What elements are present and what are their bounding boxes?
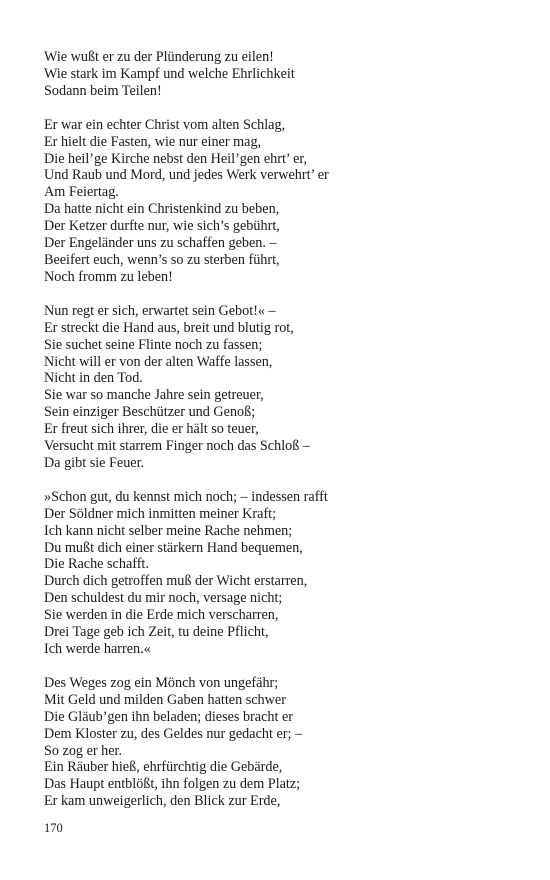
poem-line: Am Feiertag. [44, 184, 119, 201]
poem-line: Der Söldner mich inmitten meiner Kraft; [44, 505, 277, 522]
stanza [44, 117, 514, 286]
poem-line: Der Ketzer durfte nur, wie sich’s gebührt, [44, 218, 280, 235]
poem-body [44, 49, 514, 827]
poem-line: Wie stark im Kampf und welche Ehrlichkeit [44, 65, 295, 82]
poem-line: Da hatte nicht ein Christenkind zu beben, [44, 201, 280, 218]
poem-line: Dem Kloster zu, des Geldes nur gedacht er; – [44, 725, 303, 742]
page-number: 170 [44, 821, 63, 835]
poem-line: Ein Räuber hieß, ehrfürchtig die Gebärde, [44, 759, 283, 776]
stanza [44, 49, 514, 100]
poem-line: Sie werden in die Erde mich verscharren, [44, 607, 279, 624]
poem-line: Er freut sich ihrer, die er hält so teuer, [44, 421, 259, 438]
poem-line: Da gibt sie Feuer. [44, 454, 145, 471]
poem-line: Und Raub und Mord, und jedes Werk verwehrt’ er [44, 167, 329, 184]
poem-line: Sein einziger Beschützer und Genoß; [44, 404, 256, 421]
poem-line: Nicht will er von der alten Waffe lassen, [44, 353, 273, 370]
poem-line: Den schuldest du mir noch, versage nicht; [44, 590, 283, 607]
poem-line: Sodann beim Teilen! [44, 82, 162, 99]
poem-line: Ich kann nicht selber meine Rache nehmen; [44, 522, 293, 539]
poem-line: Nicht in den Tod. [44, 370, 143, 387]
poem-line: Er war ein echter Christ vom alten Schlag, [44, 116, 286, 133]
poem-line: Er kam unweigerlich, den Blick zur Erde, [44, 793, 281, 810]
poem-line: Beeifert euch, wenn’s so zu sterben führt, [44, 251, 280, 268]
poem-line: Das Haupt entblößt, ihn folgen zu dem Platz; [44, 776, 301, 793]
poem-line: Sie war so manche Jahre sein getreuer, [44, 387, 264, 404]
poem-line: Die Gläub’gen ihn beladen; dieses bracht er [44, 708, 293, 725]
poem-line: Der Engeländer uns zu schaffen geben. – [44, 235, 277, 252]
poem-line: Mit Geld und milden Gaben hatten schwer [44, 691, 286, 708]
stanza [44, 489, 514, 658]
poem-line: Durch dich getroffen muß der Wicht erstarren, [44, 573, 308, 590]
poem-line: Du mußt dich einer stärkern Hand bequemen, [44, 539, 303, 556]
poem-line: Nun regt er sich, erwartet sein Gebot!« – [44, 302, 276, 319]
poem-line: Wie wußt er zu der Plünderung zu eilen! [44, 49, 274, 65]
stanza [44, 303, 514, 472]
poem-line: So zog er her. [44, 742, 123, 759]
poem-line: Er streckt die Hand aus, breit und blutig rot, [44, 319, 294, 336]
stanza [44, 675, 514, 810]
poem-line: Die heil’ge Kirche nebst den Heil’gen ehrt’ er, [44, 150, 308, 167]
poem-line: Sie suchet seine Flinte noch zu fassen; [44, 336, 263, 353]
poem-line: »Schon gut, du kennst mich noch; – indessen rafft [44, 488, 328, 505]
poem-line: Noch fromm zu leben! [44, 268, 173, 285]
poem-line: Versucht mit starrem Finger noch das Schloß – [44, 438, 310, 455]
poem-line: Die Rache schafft. [44, 556, 149, 573]
poem-line: Ich werde harren.« [44, 641, 151, 657]
poem-line: Drei Tage geb ich Zeit, tu deine Pflicht, [44, 624, 269, 641]
poem-line: Des Weges zog ein Mönch von ungefähr; [44, 674, 279, 691]
poem-line: Er hielt die Fasten, wie nur einer mag, [44, 133, 262, 150]
